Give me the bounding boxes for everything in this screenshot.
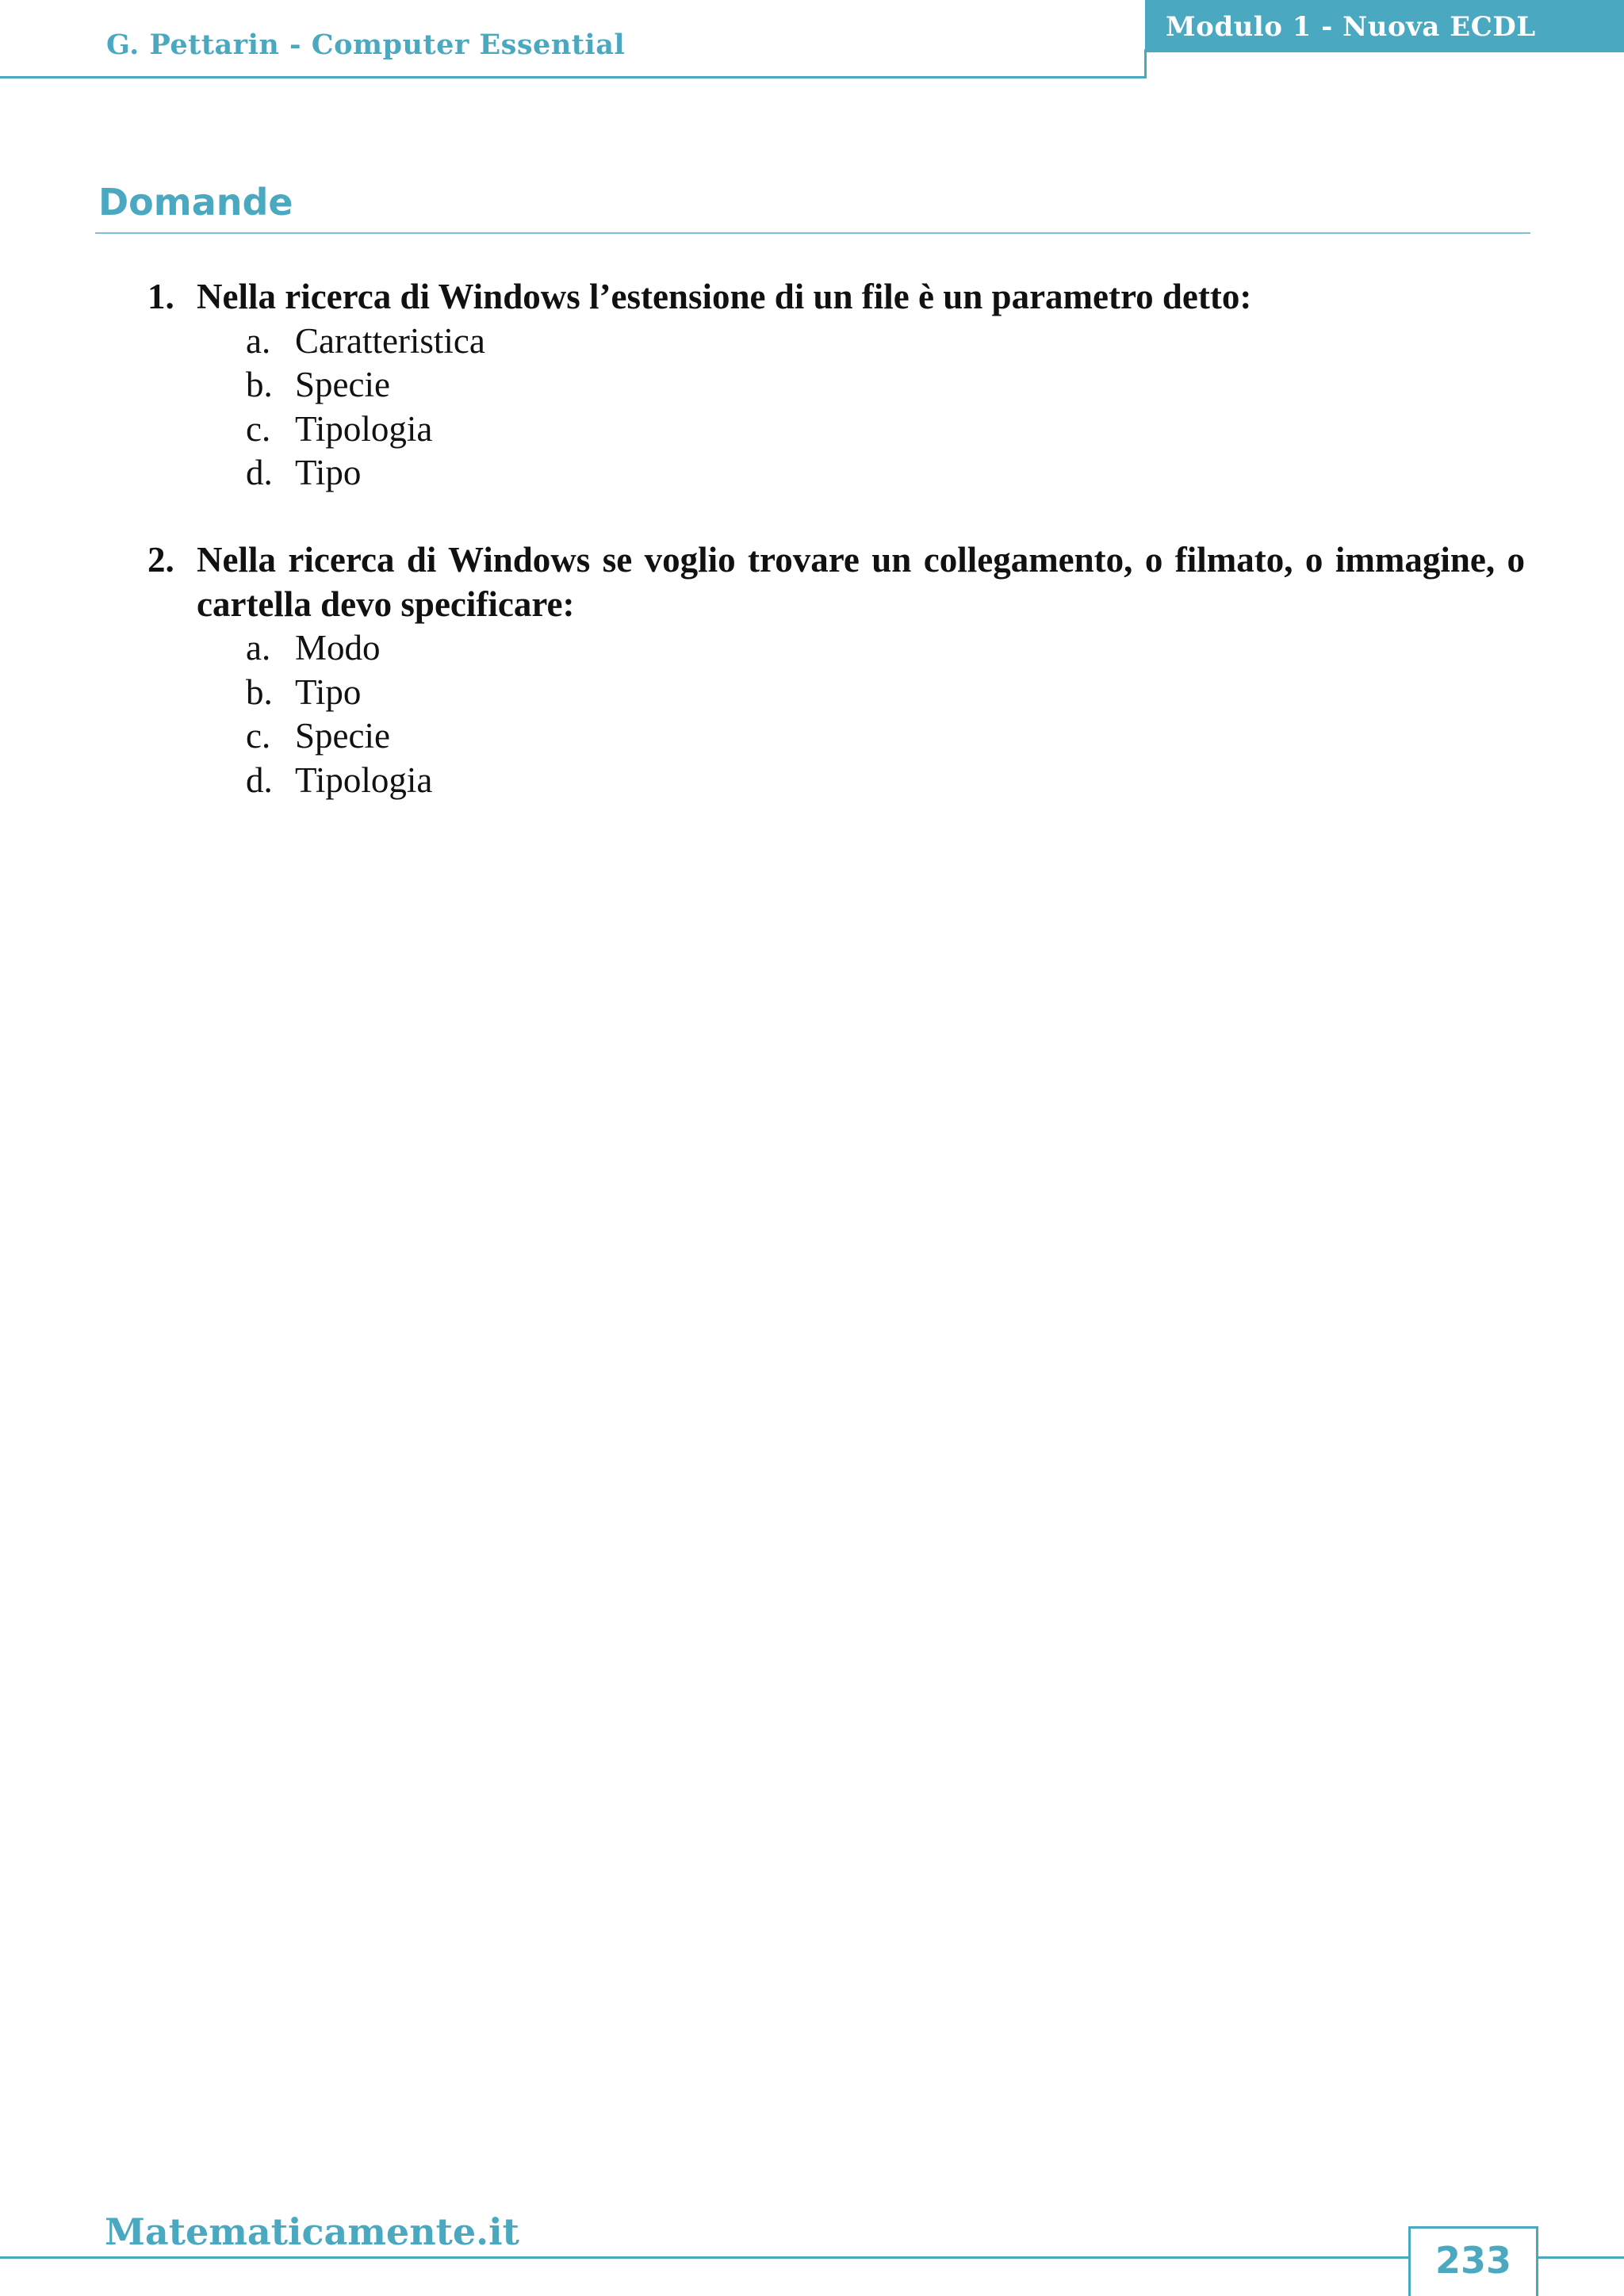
question-number: 1.: [147, 277, 174, 316]
running-header-title: G. Pettarin - Computer Essential: [106, 29, 626, 61]
option-letter: b.: [246, 365, 273, 404]
footer-divider: [0, 2256, 1624, 2259]
option-text: Tipologia: [295, 408, 433, 449]
option-letter: d.: [246, 453, 273, 492]
answer-option: [246, 671, 1525, 715]
footer-site-name: Matematicamente.it: [105, 2210, 519, 2253]
option-text: Caratteristica: [295, 320, 485, 361]
answer-option: [246, 363, 1525, 408]
module-tab: Modulo 1 - Nuova ECDL: [1145, 0, 1624, 52]
option-letter: c.: [246, 716, 271, 756]
option-text: Specie: [295, 365, 390, 404]
option-letter: b.: [246, 672, 273, 712]
header-divider-tick: [1144, 49, 1147, 78]
question-text: Nella ricerca di Windows l’estensione di un file è un parametro detto:: [197, 277, 1252, 316]
question-text: Nella ricerca di Windows se voglio trovare un collegamento, o filmato, o immagine, o cartella devo specificare:: [197, 540, 1525, 624]
question-number: 2.: [147, 540, 174, 580]
question-1: [147, 275, 1525, 496]
option-letter: a.: [246, 320, 271, 361]
question-stem: [147, 275, 1525, 320]
answer-option: [246, 451, 1525, 496]
option-text: Tipo: [295, 453, 362, 492]
section-title: Domande: [98, 181, 293, 224]
question-stem: [147, 538, 1525, 626]
option-text: Tipologia: [295, 760, 433, 800]
question-2: [147, 538, 1525, 802]
header-divider: [0, 76, 1147, 78]
option-letter: c.: [246, 408, 271, 449]
option-text: Specie: [295, 716, 390, 756]
option-letter: d.: [246, 760, 273, 800]
answer-option: [246, 714, 1525, 759]
section-divider: [95, 232, 1530, 234]
answer-option: [246, 320, 1525, 364]
option-text: Tipo: [295, 672, 362, 712]
answer-option: [246, 759, 1525, 803]
page-number: 233: [1408, 2226, 1538, 2296]
option-text: Modo: [295, 628, 381, 668]
answer-option: [246, 408, 1525, 452]
option-letter: a.: [246, 628, 271, 668]
answer-option: [246, 626, 1525, 671]
